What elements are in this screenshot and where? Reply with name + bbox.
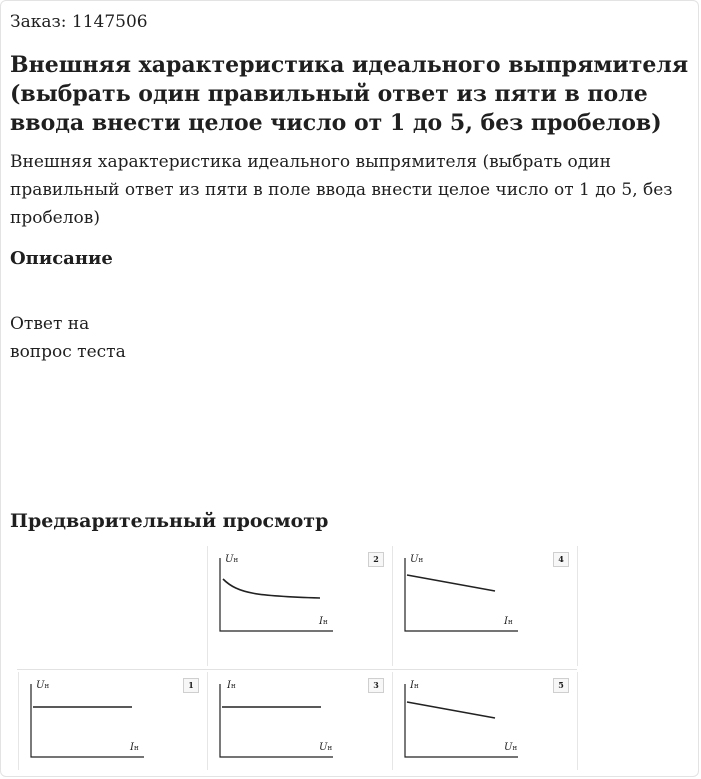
description-line-2: вопрос теста — [10, 342, 126, 362]
description-line-1: Ответ на — [10, 314, 90, 334]
preview-graph-1 — [18, 672, 208, 770]
preview-divider — [17, 669, 577, 670]
graph-1-y-label: Uн — [36, 680, 50, 691]
graph-4-x-label: Iн — [504, 616, 513, 627]
preview-graph-3 — [207, 672, 393, 770]
page-subtitle: Внешняя характеристика идеального выпрямителя (выбрать один правильный ответ из пяти в поле ввода внести целое число от 1 до 5, без пробелов) — [10, 152, 673, 228]
graph-1-x-label: Iн — [130, 742, 139, 753]
preview-graph-4 — [392, 546, 578, 666]
description-heading: Описание — [10, 248, 113, 269]
graph-2-y-label: Uн — [225, 554, 239, 565]
graph-1-number: 1 — [183, 678, 199, 693]
graph-1-axes — [31, 684, 144, 757]
order-number: Заказ: 1147506 — [10, 12, 148, 32]
graph-2-number: 2 — [368, 552, 384, 567]
graph-3-axes — [220, 684, 333, 757]
graph-3-number: 3 — [368, 678, 384, 693]
graph-4-plot — [393, 546, 577, 666]
graph-2-curve — [223, 579, 320, 598]
page-title: Внешняя характеристика идеального выпрямителя (выбрать один правильный ответ из пяти в поле ввода внести целое число от 1 до 5, без пробелов) — [10, 52, 689, 136]
preview-graph-5 — [392, 672, 578, 770]
graph-3-y-label: Iн — [227, 680, 236, 691]
graph-2-x-label: Iн — [319, 616, 328, 627]
graph-4-curve — [407, 575, 495, 591]
graph-4-number: 4 — [553, 552, 569, 567]
graph-3-x-label: Uн — [319, 742, 333, 753]
preview-heading: Предварительный просмотр — [10, 510, 329, 532]
graph-5-x-label: Uн — [504, 742, 518, 753]
graph-5-axes — [405, 684, 518, 757]
graph-5-y-label: Iн — [410, 680, 419, 691]
graph-2-axes — [220, 558, 333, 631]
graph-2-plot — [208, 546, 392, 666]
graph-5-number: 5 — [553, 678, 569, 693]
graph-4-y-label: Uн — [410, 554, 424, 565]
graph-1-plot — [19, 672, 207, 770]
graph-5-plot — [393, 672, 577, 770]
preview-graph-2 — [207, 546, 393, 666]
graph-5-curve — [407, 702, 495, 718]
graph-4-axes — [405, 558, 518, 631]
graph-3-plot — [208, 672, 392, 770]
description-text — [10, 310, 210, 366]
